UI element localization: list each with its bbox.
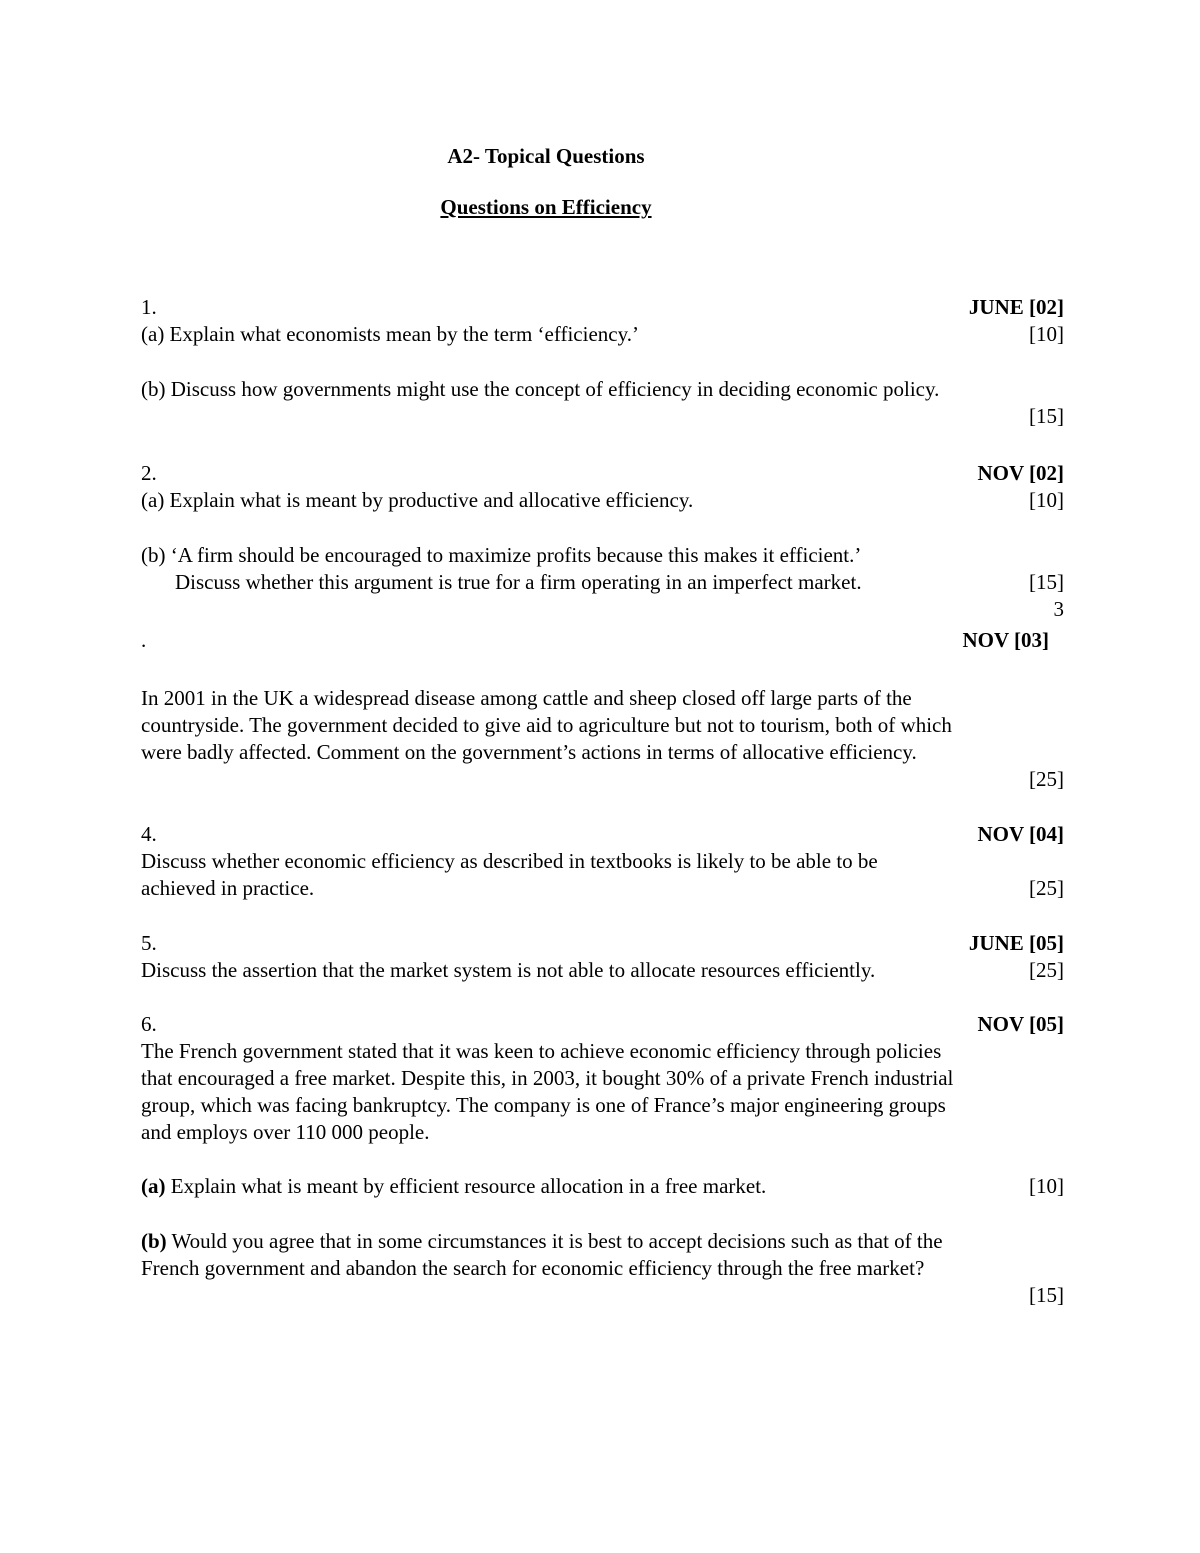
question-4-line2: achieved in practice. <box>141 876 315 900</box>
question-5 <box>141 930 1064 984</box>
question-6b-text-line1: Would you agree that in some circumstances it is best to accept decisions such as that of the <box>166 1229 943 1253</box>
question-5-session: JUNE [05] <box>968 931 1064 955</box>
question-6a-label: (a) <box>141 1174 166 1198</box>
question-6b-marks: [15] <box>1029 1283 1064 1307</box>
question-1b <box>141 376 1064 430</box>
question-1 <box>141 294 1064 348</box>
question-6-session: NOV [05] <box>977 1012 1064 1036</box>
question-1b-text: (b) Discuss how governments might use the concept of efficiency in deciding economic policy. <box>141 377 940 401</box>
question-3-line3: were badly affected. Comment on the government’s actions in terms of allocative efficiency. <box>141 740 917 764</box>
document-title: A2- Topical Questions <box>447 144 645 168</box>
question-2a-text: (a) Explain what is meant by productive and allocative efficiency. <box>141 488 694 512</box>
question-5-number: 5. <box>141 931 157 955</box>
question-6-number: 6. <box>141 1012 157 1036</box>
question-2-number: 2. <box>141 461 157 485</box>
question-1a-marks: [10] <box>1029 322 1064 346</box>
question-2a-marks: [10] <box>1029 488 1064 512</box>
question-1b-marks: [15] <box>1029 404 1064 428</box>
question-6-line3: group, which was facing bankruptcy. The company is one of France’s major engineering groups <box>141 1093 946 1117</box>
question-3-line2: countryside. The government decided to give aid to agriculture but not to tourism, both of which <box>141 713 952 737</box>
question-2 <box>141 460 1064 514</box>
question-4 <box>141 821 1064 902</box>
question-1-number: 1. <box>141 295 157 319</box>
question-2b <box>141 542 1064 623</box>
question-6a-marks: [10] <box>1029 1174 1064 1198</box>
question-3-number-digit: 3 <box>1053 597 1064 621</box>
question-1a-text: (a) Explain what economists mean by the term ‘efficiency.’ <box>141 322 639 346</box>
question-6b-text-line2: French government and abandon the search for economic efficiency through the free market? <box>141 1256 925 1280</box>
question-6a-text-wrap <box>141 1173 766 1200</box>
question-6b-text-wrap <box>141 1228 943 1255</box>
question-4-session: NOV [04] <box>977 822 1064 846</box>
question-6a <box>141 1173 1064 1200</box>
question-6 <box>141 1011 1064 1146</box>
question-3-body <box>141 685 1064 793</box>
question-2b-text-line2: Discuss whether this argument is true for a firm operating in an imperfect market. <box>175 570 862 594</box>
question-4-number: 4. <box>141 822 157 846</box>
question-3 <box>141 627 1049 654</box>
question-6-line1: The French government stated that it was keen to achieve economic efficiency through policies <box>141 1039 942 1063</box>
question-6a-text: Explain what is meant by efficient resource allocation in a free market. <box>165 1174 767 1198</box>
question-3-number-dot: . <box>141 628 147 652</box>
question-4-line1: Discuss whether economic efficiency as described in textbooks is likely to be able to be <box>141 849 878 873</box>
question-6b-label: (b) <box>141 1229 167 1253</box>
question-6-line2: that encouraged a free market. Despite this, in 2003, it bought 30% of a private French industrial <box>141 1066 954 1090</box>
question-6-line4: and employs over 110 000 people. <box>141 1120 430 1144</box>
question-5-marks: [25] <box>1029 958 1064 982</box>
question-2b-text-line1: (b) ‘A firm should be encouraged to maximize profits because this makes it efficient.’ <box>141 543 862 567</box>
question-1-session: JUNE [02] <box>968 295 1064 319</box>
question-5-line1: Discuss the assertion that the market system is not able to allocate resources efficiently. <box>141 958 876 982</box>
question-2-session: NOV [02] <box>977 461 1064 485</box>
question-3-session: NOV [03] <box>962 628 1049 652</box>
question-3-line1: In 2001 in the UK a widespread disease among cattle and sheep closed off large parts of the <box>141 686 912 710</box>
question-6b <box>141 1228 1064 1309</box>
question-3-marks: [25] <box>1029 767 1064 791</box>
document-subtitle: Questions on Efficiency <box>440 195 652 219</box>
question-2b-marks: [15] <box>1029 570 1064 594</box>
question-4-marks: [25] <box>1029 876 1064 900</box>
